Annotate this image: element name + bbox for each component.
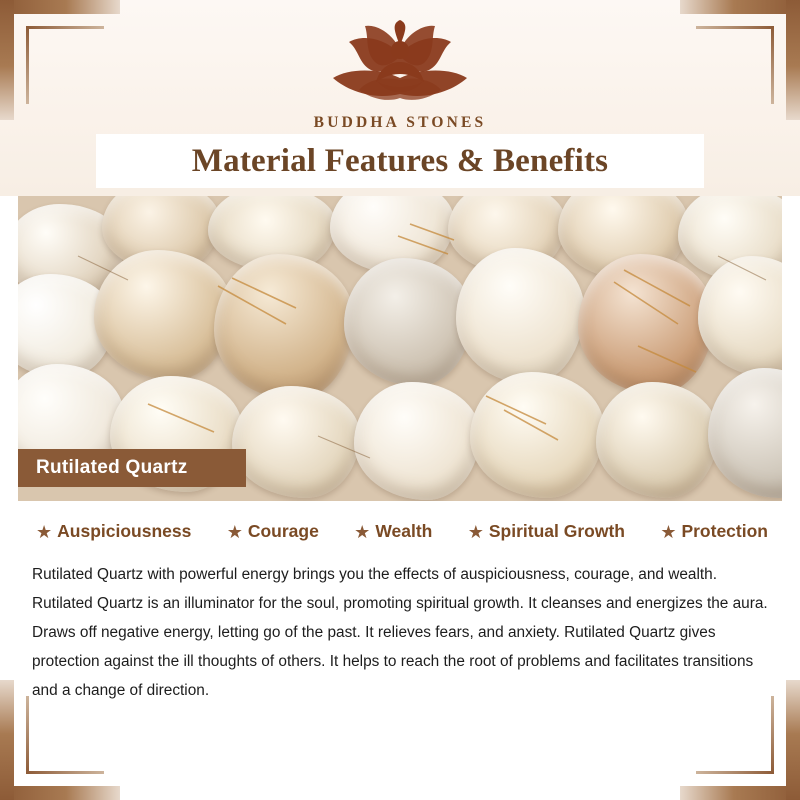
lotus-meditation-icon xyxy=(315,20,485,112)
benefit-item xyxy=(660,521,768,542)
benefit-item xyxy=(36,521,191,542)
stone-name-ribbon xyxy=(18,449,246,487)
header-band xyxy=(0,0,800,196)
benefit-label: Courage xyxy=(247,521,319,541)
star-icon: ★ xyxy=(660,521,677,542)
benefit-label: Spiritual Growth xyxy=(488,521,625,541)
description-paragraph: Rutilated Quartz with powerful energy brings you the effects of auspiciousness, courage, and wealth. Rutilated Quartz is an illuminator for the soul, promoting spiritual growth. It cleanses and energizes the aura. Draws off negative energy, letting go of the past. It relieves fears, and anxiety. Rutilated Quartz gives protection against the ill thoughts of others. It helps to reach the root of problems and facilitates transitions and a change of direction. xyxy=(32,566,768,699)
star-icon: ★ xyxy=(467,521,484,542)
star-icon: ★ xyxy=(36,521,53,542)
benefit-label: Auspiciousness xyxy=(57,521,192,541)
benefit-label: Protection xyxy=(681,521,768,541)
page-title: Material Features & Benefits xyxy=(191,142,609,179)
footer-strip xyxy=(0,708,800,800)
star-icon: ★ xyxy=(226,521,243,542)
benefit-item xyxy=(468,521,625,542)
title-bar xyxy=(96,134,704,188)
brand-block xyxy=(0,20,800,132)
benefit-label: Wealth xyxy=(375,521,433,541)
brand-name: BUDDHA STONES xyxy=(313,114,487,131)
star-icon: ★ xyxy=(354,521,371,542)
benefit-item xyxy=(227,521,319,542)
stone-name-label: Rutilated Quartz xyxy=(36,457,188,478)
benefits-row xyxy=(36,521,768,542)
benefit-item xyxy=(354,521,432,542)
